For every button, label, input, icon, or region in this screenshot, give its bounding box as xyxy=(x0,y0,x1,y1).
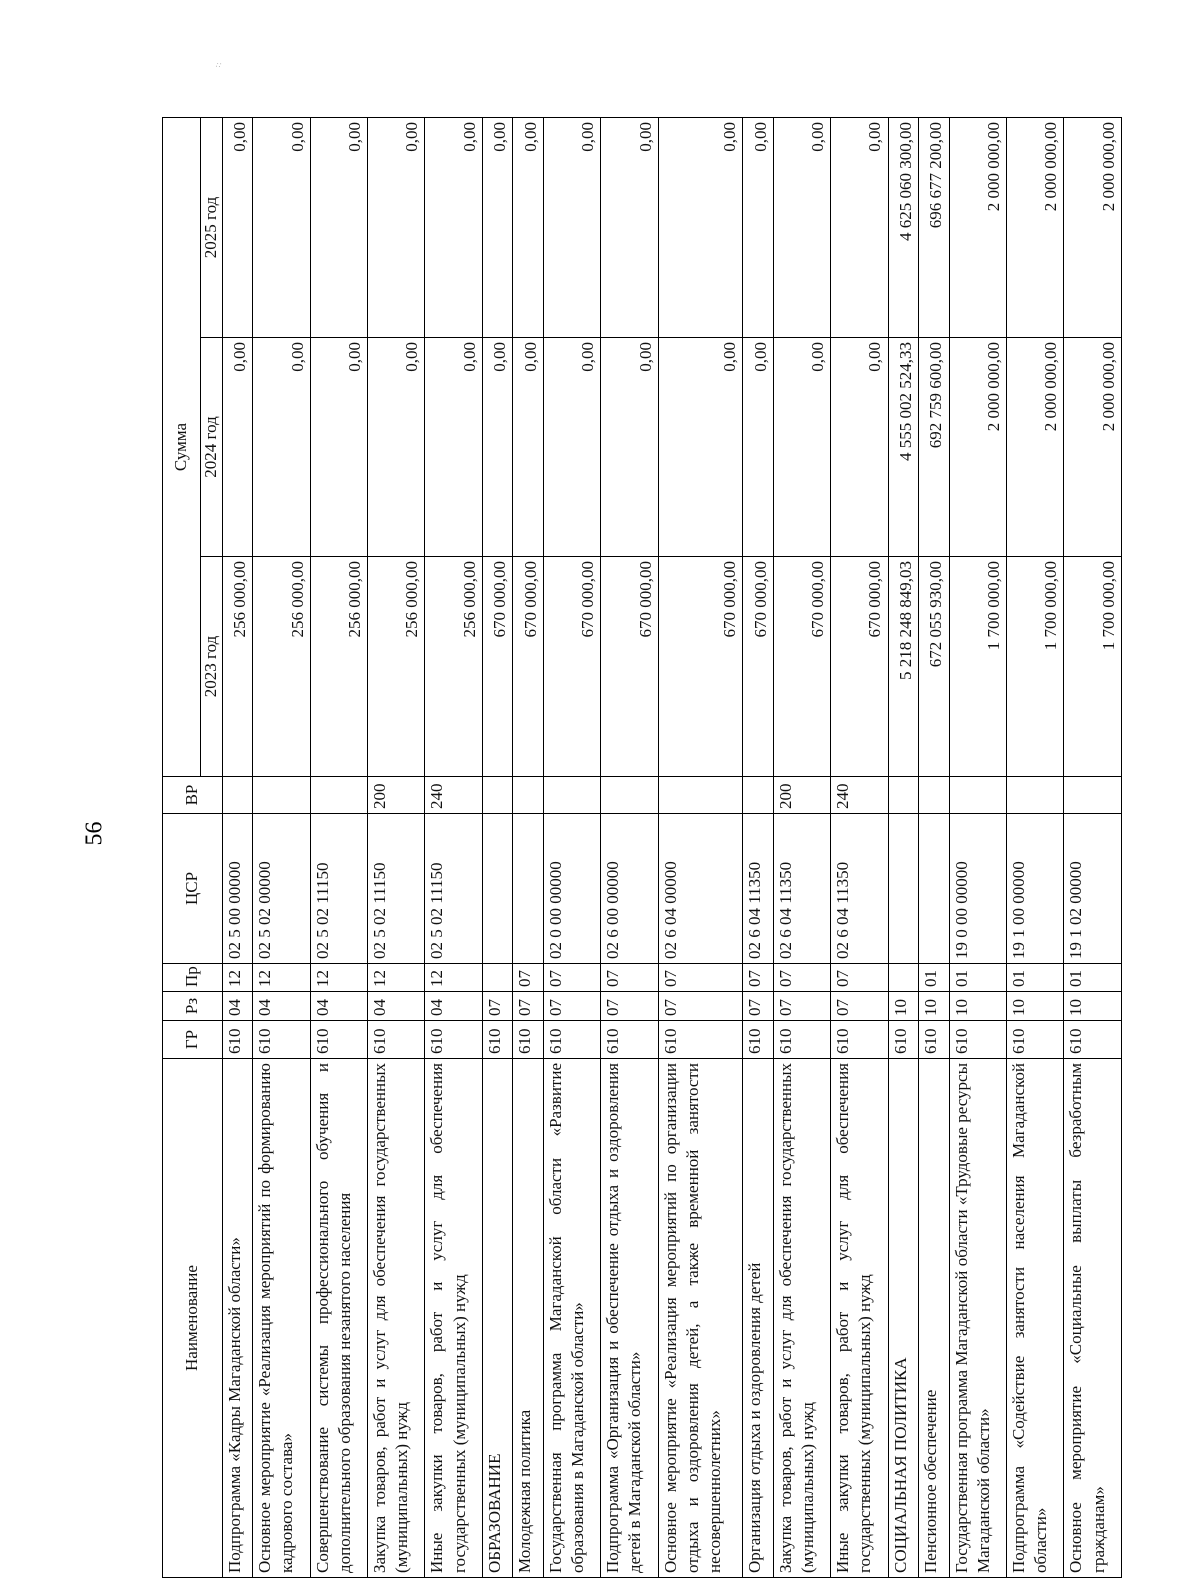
row-name: Основное мероприятие «Реализация мероприятий по формированию кадрового состава» xyxy=(253,1059,310,1578)
row-pr: 01 xyxy=(919,964,950,992)
header-pr: Пр xyxy=(163,964,223,992)
row-pr: 07 xyxy=(601,964,658,992)
row-name: Подпрограмма «Организация и обеспечение отдыха и оздоровления детей в Магаданской области» xyxy=(601,1059,658,1578)
row-amount-2024: 0,00 xyxy=(482,338,513,557)
row-amount-2023: 670 000,00 xyxy=(773,557,830,777)
row-gr: 610 xyxy=(425,1021,482,1059)
table-row xyxy=(368,118,425,1578)
row-amount-2023: 670 000,00 xyxy=(831,557,888,777)
row-rz: 10 xyxy=(949,992,1006,1021)
rotated-table-container xyxy=(162,118,1122,1578)
row-name: Совершенствование системы профессионального обучения и дополнительного образования незанятого населения xyxy=(310,1059,367,1578)
row-vr xyxy=(1006,777,1063,814)
row-amount-2023: 670 000,00 xyxy=(658,557,742,777)
table-row xyxy=(601,118,658,1578)
table-row xyxy=(222,118,253,1578)
table-row xyxy=(310,118,367,1578)
table-row xyxy=(831,118,888,1578)
row-csr xyxy=(919,814,950,964)
row-gr: 610 xyxy=(253,1021,310,1059)
row-amount-2025: 0,00 xyxy=(543,118,600,338)
row-rz: 07 xyxy=(601,992,658,1021)
row-csr xyxy=(482,814,513,964)
row-amount-2024: 0,00 xyxy=(513,338,544,557)
row-amount-2023: 256 000,00 xyxy=(425,557,482,777)
row-vr: 240 xyxy=(831,777,888,814)
row-amount-2024: 0,00 xyxy=(658,338,742,557)
row-amount-2024: 0,00 xyxy=(543,338,600,557)
header-row-1 xyxy=(163,118,201,1578)
row-amount-2025: 696 677 200,00 xyxy=(919,118,950,338)
row-amount-2025: 2 000 000,00 xyxy=(1006,118,1063,338)
row-pr: 12 xyxy=(425,964,482,992)
row-csr: 19 1 00 00000 xyxy=(1006,814,1063,964)
row-name: Государственная программа Магаданской области «Трудовые ресурсы Магаданской области» xyxy=(949,1059,1006,1578)
row-csr: 19 0 00 00000 xyxy=(949,814,1006,964)
row-amount-2024: 0,00 xyxy=(773,338,830,557)
row-amount-2025: 0,00 xyxy=(601,118,658,338)
row-pr: 01 xyxy=(1064,964,1122,992)
row-name: Государственная программа Магаданской области «Развитие образования в Магаданской области» xyxy=(543,1059,600,1578)
row-amount-2024: 0,00 xyxy=(253,338,310,557)
row-rz: 04 xyxy=(368,992,425,1021)
row-csr: 19 1 02 00000 xyxy=(1064,814,1122,964)
row-vr xyxy=(222,777,253,814)
row-pr: 07 xyxy=(513,964,544,992)
table-row xyxy=(482,118,513,1578)
row-name: Закупка товаров, работ и услуг для обеспечения государственных (муниципальных) нужд xyxy=(773,1059,830,1578)
row-gr: 610 xyxy=(1006,1021,1063,1059)
row-amount-2025: 0,00 xyxy=(743,118,774,338)
row-rz: 10 xyxy=(919,992,950,1021)
row-rz: 04 xyxy=(253,992,310,1021)
row-csr: 02 6 04 11350 xyxy=(773,814,830,964)
row-gr: 610 xyxy=(658,1021,742,1059)
table-row xyxy=(1064,118,1122,1578)
row-csr xyxy=(888,814,919,964)
row-amount-2023: 1 700 000,00 xyxy=(1064,557,1122,777)
rotated-table-area xyxy=(162,118,1122,1578)
row-name: Пенсионное обеспечение xyxy=(919,1059,950,1578)
table-body xyxy=(222,118,1121,1578)
row-pr: 12 xyxy=(310,964,367,992)
row-gr: 610 xyxy=(222,1021,253,1059)
row-vr xyxy=(543,777,600,814)
row-rz: 07 xyxy=(773,992,830,1021)
table-row xyxy=(773,118,830,1578)
row-amount-2024: 0,00 xyxy=(222,338,253,557)
row-rz: 04 xyxy=(222,992,253,1021)
row-amount-2025: 0,00 xyxy=(831,118,888,338)
row-amount-2024: 0,00 xyxy=(831,338,888,557)
row-amount-2025: 2 000 000,00 xyxy=(1064,118,1122,338)
row-name: СОЦИАЛЬНАЯ ПОЛИТИКА xyxy=(888,1059,919,1578)
row-gr: 610 xyxy=(513,1021,544,1059)
row-csr xyxy=(513,814,544,964)
row-gr: 610 xyxy=(888,1021,919,1059)
row-amount-2024: 2 000 000,00 xyxy=(949,338,1006,557)
row-name: Основное мероприятие «Реализация мероприятий по организации отдыха и оздоровления детей, а также временной занятости несовершеннолетних» xyxy=(658,1059,742,1578)
row-vr xyxy=(888,777,919,814)
row-name: Иные закупки товаров, работ и услуг для обеспечения государственных (муниципальных) нужд xyxy=(831,1059,888,1578)
row-amount-2023: 670 000,00 xyxy=(482,557,513,777)
header-year-2023: 2023 год xyxy=(201,557,223,777)
row-pr: 07 xyxy=(773,964,830,992)
row-gr: 610 xyxy=(831,1021,888,1059)
row-csr: 02 0 00 00000 xyxy=(543,814,600,964)
scan-speck: ·:· xyxy=(212,58,224,71)
row-csr: 02 6 04 11350 xyxy=(743,814,774,964)
row-pr: 07 xyxy=(658,964,742,992)
row-amount-2023: 670 000,00 xyxy=(601,557,658,777)
row-amount-2024: 692 759 600,00 xyxy=(919,338,950,557)
row-amount-2024: 0,00 xyxy=(601,338,658,557)
row-csr: 02 5 02 11150 xyxy=(368,814,425,964)
row-amount-2023: 1 700 000,00 xyxy=(1006,557,1063,777)
row-vr: 200 xyxy=(773,777,830,814)
row-amount-2025: 0,00 xyxy=(482,118,513,338)
row-amount-2025: 0,00 xyxy=(310,118,367,338)
row-amount-2023: 256 000,00 xyxy=(222,557,253,777)
row-rz: 07 xyxy=(831,992,888,1021)
row-gr: 610 xyxy=(1064,1021,1122,1059)
row-rz: 04 xyxy=(425,992,482,1021)
row-amount-2023: 256 000,00 xyxy=(253,557,310,777)
table-row xyxy=(888,118,919,1578)
row-csr: 02 6 04 00000 xyxy=(658,814,742,964)
table-row xyxy=(513,118,544,1578)
row-amount-2025: 4 625 060 300,00 xyxy=(888,118,919,338)
row-pr: 01 xyxy=(1006,964,1063,992)
header-name: Наименование xyxy=(163,1059,223,1578)
table-row xyxy=(658,118,742,1578)
header-year-2024: 2024 год xyxy=(201,338,223,557)
row-name: Организация отдыха и оздоровления детей xyxy=(743,1059,774,1578)
row-vr xyxy=(482,777,513,814)
header-gr: ГР xyxy=(163,1021,223,1059)
row-amount-2024: 4 555 002 524,33 xyxy=(888,338,919,557)
row-rz: 07 xyxy=(743,992,774,1021)
row-name: Молодежная политика xyxy=(513,1059,544,1578)
row-amount-2025: 0,00 xyxy=(513,118,544,338)
header-rz: Рз xyxy=(163,992,223,1021)
row-vr xyxy=(310,777,367,814)
row-amount-2023: 670 000,00 xyxy=(513,557,544,777)
row-amount-2024: 2 000 000,00 xyxy=(1064,338,1122,557)
row-rz: 04 xyxy=(310,992,367,1021)
table-row xyxy=(743,118,774,1578)
row-name: Закупка товаров, работ и услуг для обеспечения государственных (муниципальных) нужд xyxy=(368,1059,425,1578)
row-gr: 610 xyxy=(601,1021,658,1059)
row-rz: 07 xyxy=(543,992,600,1021)
row-gr: 610 xyxy=(482,1021,513,1059)
row-name: ОБРАЗОВАНИЕ xyxy=(482,1059,513,1578)
row-rz: 07 xyxy=(658,992,742,1021)
row-vr xyxy=(919,777,950,814)
row-pr: 07 xyxy=(543,964,600,992)
row-name: Подпрограмма «Кадры Магаданской области» xyxy=(222,1059,253,1578)
row-rz: 07 xyxy=(513,992,544,1021)
row-gr: 610 xyxy=(310,1021,367,1059)
row-vr xyxy=(253,777,310,814)
row-amount-2024: 0,00 xyxy=(310,338,367,557)
row-amount-2025: 0,00 xyxy=(368,118,425,338)
row-amount-2023: 256 000,00 xyxy=(368,557,425,777)
row-rz: 10 xyxy=(1006,992,1063,1021)
row-csr: 02 5 02 11150 xyxy=(425,814,482,964)
row-vr xyxy=(513,777,544,814)
row-gr: 610 xyxy=(743,1021,774,1059)
row-gr: 610 xyxy=(919,1021,950,1059)
row-amount-2024: 2 000 000,00 xyxy=(1006,338,1063,557)
header-year-2025: 2025 год xyxy=(201,118,223,338)
row-amount-2025: 0,00 xyxy=(658,118,742,338)
row-vr xyxy=(1064,777,1122,814)
row-gr: 610 xyxy=(543,1021,600,1059)
row-csr: 02 6 00 00000 xyxy=(601,814,658,964)
row-amount-2023: 256 000,00 xyxy=(310,557,367,777)
row-rz: 07 xyxy=(482,992,513,1021)
row-name: Иные закупки товаров, работ и услуг для обеспечения государственных (муниципальных) нужд xyxy=(425,1059,482,1578)
row-vr xyxy=(658,777,742,814)
row-amount-2025: 2 000 000,00 xyxy=(949,118,1006,338)
row-csr: 02 5 02 11150 xyxy=(310,814,367,964)
table-row xyxy=(253,118,310,1578)
table-row xyxy=(1006,118,1063,1578)
row-vr: 240 xyxy=(425,777,482,814)
row-pr: 01 xyxy=(949,964,1006,992)
table-row xyxy=(919,118,950,1578)
row-amount-2023: 672 055 930,00 xyxy=(919,557,950,777)
table-row xyxy=(543,118,600,1578)
row-amount-2025: 0,00 xyxy=(222,118,253,338)
row-pr: 07 xyxy=(743,964,774,992)
row-amount-2025: 0,00 xyxy=(425,118,482,338)
header-sum: Сумма xyxy=(163,118,201,777)
budget-table xyxy=(162,117,1122,1578)
table-row xyxy=(425,118,482,1578)
row-pr xyxy=(888,964,919,992)
row-vr xyxy=(949,777,1006,814)
header-csr: ЦСР xyxy=(163,814,223,964)
row-csr: 02 5 02 00000 xyxy=(253,814,310,964)
row-csr: 02 6 04 11350 xyxy=(831,814,888,964)
row-amount-2025: 0,00 xyxy=(773,118,830,338)
table-row xyxy=(949,118,1006,1578)
page-number: 56 xyxy=(81,821,108,846)
row-pr: 12 xyxy=(253,964,310,992)
header-vr: ВР xyxy=(163,777,223,814)
row-gr: 610 xyxy=(949,1021,1006,1059)
row-pr xyxy=(482,964,513,992)
row-name: Подпрограмма «Содействие занятости населения Магаданской области» xyxy=(1006,1059,1063,1578)
row-pr: 07 xyxy=(831,964,888,992)
row-vr: 200 xyxy=(368,777,425,814)
row-rz: 10 xyxy=(1064,992,1122,1021)
row-name: Основное мероприятие «Социальные выплаты безработным гражданам» xyxy=(1064,1059,1122,1578)
row-vr xyxy=(743,777,774,814)
row-amount-2024: 0,00 xyxy=(425,338,482,557)
row-rz: 10 xyxy=(888,992,919,1021)
row-pr: 12 xyxy=(368,964,425,992)
row-pr: 12 xyxy=(222,964,253,992)
row-amount-2024: 0,00 xyxy=(743,338,774,557)
row-amount-2023: 670 000,00 xyxy=(743,557,774,777)
row-vr xyxy=(601,777,658,814)
row-gr: 610 xyxy=(368,1021,425,1059)
row-gr: 610 xyxy=(773,1021,830,1059)
row-amount-2023: 670 000,00 xyxy=(543,557,600,777)
row-amount-2023: 5 218 248 849,03 xyxy=(888,557,919,777)
row-amount-2025: 0,00 xyxy=(253,118,310,338)
row-amount-2024: 0,00 xyxy=(368,338,425,557)
row-csr: 02 5 00 00000 xyxy=(222,814,253,964)
row-amount-2023: 1 700 000,00 xyxy=(949,557,1006,777)
